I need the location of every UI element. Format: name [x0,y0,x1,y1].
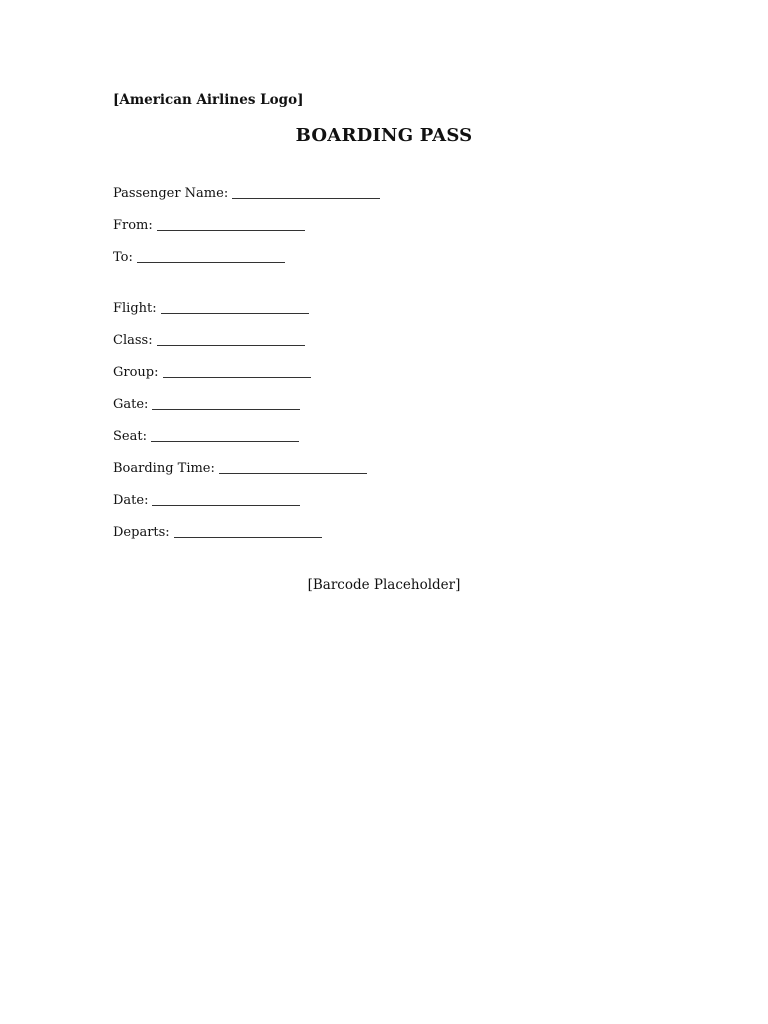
page-title: BOARDING PASS [295,125,473,146]
date-blank-line [152,504,300,506]
seat-label: Seat: [113,429,147,444]
from-label: From: [113,218,153,233]
class-field [113,333,305,348]
from-field [113,218,305,233]
group-blank-line [163,376,311,378]
passenger-name-field [113,186,380,201]
to-field [113,250,285,265]
passenger-name-label: Passenger Name: [113,186,229,201]
boarding-time-field [113,461,367,476]
gate-field [113,397,300,412]
seat-field [113,429,299,444]
flight-field [113,301,309,316]
class-blank-line [157,344,305,346]
barcode-placeholder-text: [Barcode Placeholder] [307,577,461,593]
flight-label: Flight: [113,301,157,316]
to-label: To: [113,250,133,265]
seat-blank-line [151,440,299,442]
departs-label: Departs: [113,525,170,540]
gate-label: Gate: [113,397,149,412]
boarding-time-blank-line [219,472,367,474]
flight-blank-line [161,312,309,314]
date-label: Date: [113,493,149,508]
date-field [113,493,300,508]
from-blank-line [157,229,305,231]
passenger-name-blank-line [232,197,380,199]
departs-blank-line [174,536,322,538]
class-label: Class: [113,333,153,348]
gate-blank-line [152,408,300,410]
logo-placeholder-text: [American Airlines Logo] [113,92,304,108]
to-blank-line [137,261,285,263]
group-field [113,365,311,380]
departs-field [113,525,322,540]
group-label: Group: [113,365,159,380]
boarding-time-label: Boarding Time: [113,461,215,476]
